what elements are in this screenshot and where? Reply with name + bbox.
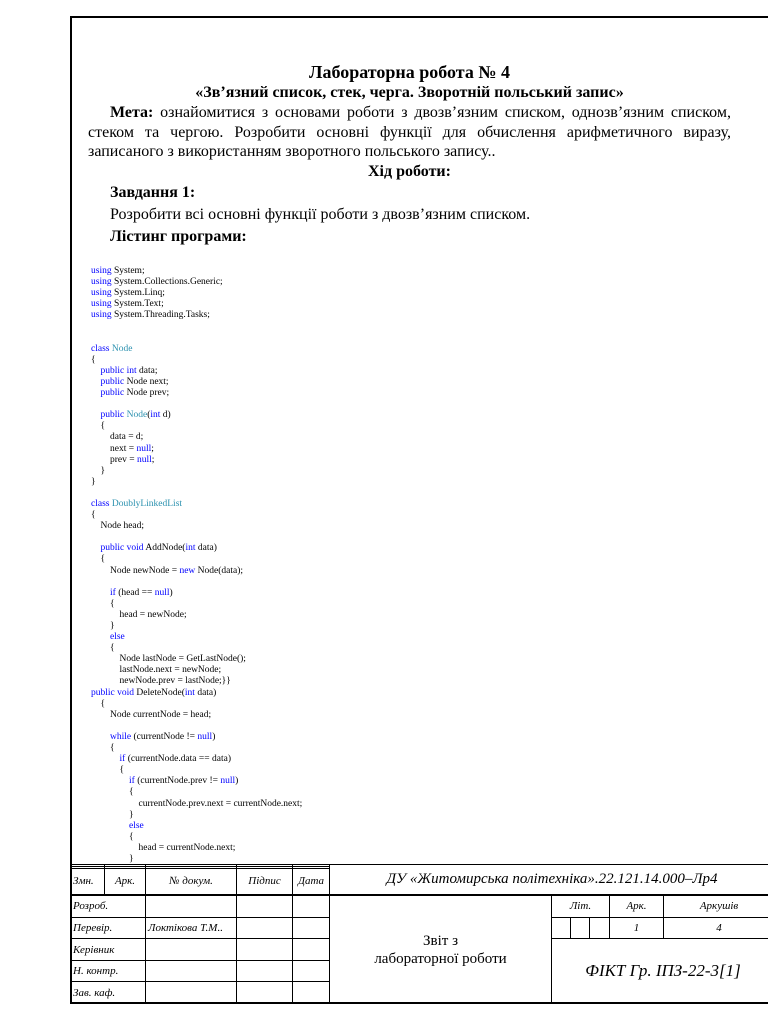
col-sheet: Арк. — [105, 868, 146, 895]
code-text — [91, 366, 101, 376]
code-text: ) — [235, 776, 239, 787]
code-line — [91, 588, 173, 598]
code-line — [91, 832, 134, 842]
developed-date — [293, 895, 330, 917]
code-text: System.Collections.Generic; — [111, 277, 223, 288]
organization: ФІКТ Гр. ІПЗ-22-3[1] — [552, 939, 768, 1004]
code-keyword: using — [91, 266, 112, 276]
sheets-label: Аркушів — [664, 895, 768, 917]
code-text: Node newNode = — [91, 565, 180, 576]
code-text: next = — [91, 443, 137, 454]
code-text: } — [91, 476, 96, 487]
code-keyword: new — [179, 565, 196, 576]
code-text: System; — [111, 266, 145, 276]
code-keyword: null — [136, 443, 152, 454]
code-text: Node next; — [124, 376, 169, 387]
code-line — [91, 854, 134, 864]
code-keyword: null — [154, 587, 170, 598]
head-dept-date — [293, 982, 330, 1004]
developed-label: Розроб. — [71, 895, 146, 917]
code-text: { — [91, 554, 106, 565]
code-line — [91, 787, 134, 797]
code-line — [91, 699, 105, 709]
code-line — [91, 388, 169, 398]
code-line — [91, 288, 165, 298]
document-code: ДУ «Житомирська політехніка».22.121.14.000–Лр4 — [330, 865, 768, 896]
code-line — [91, 710, 211, 720]
code-text: } — [91, 621, 115, 631]
code-type: Node — [111, 343, 133, 354]
code-line — [91, 688, 216, 698]
lab-subtitle: «Зв’язний список, стек, черга. Зворотній польський запис» — [195, 84, 624, 101]
checked-date — [293, 917, 330, 939]
code-text: currentNode.prev.next = currentNode.next; — [91, 798, 303, 809]
task-heading: Завдання 1: — [110, 183, 196, 201]
code-keyword: int — [184, 687, 195, 698]
task-text: Розробити всі основні функції роботи з двозв’язним списком. — [110, 205, 531, 223]
code-text: { — [91, 421, 106, 432]
head-dept-sign — [237, 982, 293, 1004]
code-text: { — [91, 354, 96, 365]
code-text: ; — [151, 454, 155, 465]
code-text: Node lastNode = GetLastNode(); — [91, 654, 246, 665]
code-text: } — [91, 853, 134, 864]
code-text: head = currentNode.next; — [91, 842, 236, 853]
norm-control-label: Н. контр. — [71, 960, 146, 982]
checked-sign — [237, 917, 293, 939]
code-keyword: if — [129, 776, 135, 787]
code-text: newNode.prev = lastNode;}} — [91, 676, 231, 687]
code-text: { — [91, 765, 125, 776]
goal-paragraph — [88, 103, 731, 162]
code-text: lastNode.next = newNode; — [91, 665, 222, 676]
code-text — [91, 754, 120, 764]
col-change: Змн. — [71, 868, 105, 895]
code-keyword: public — [100, 410, 125, 421]
code-text: (currentNode.data == data) — [125, 754, 231, 765]
code-text: (currentNode.prev != — [134, 776, 221, 787]
code-keyword: null — [220, 776, 236, 787]
code-keyword: int — [150, 410, 161, 421]
code-line — [91, 310, 210, 320]
code-text: { — [91, 598, 115, 609]
code-text: Node head; — [91, 521, 145, 532]
code-keyword: null — [137, 454, 152, 465]
code-keyword: public — [100, 388, 125, 399]
lab-title: Лабораторна робота № 4 — [309, 62, 510, 82]
sheets-value: 4 — [664, 917, 768, 939]
code-keyword: else — [129, 820, 144, 831]
code-line — [91, 621, 115, 631]
code-keyword: null — [197, 731, 213, 742]
code-text: ) — [212, 731, 216, 742]
goal-text: ознайомитися з основами роботи з двозв’язним списком, однозв’язним списком, стеком та чергою. Розробити основні функції для обчислення арифметичного виразу, записаного з використанням зворотного польського запису.. — [88, 104, 731, 160]
code-line — [91, 776, 238, 786]
code-line — [91, 799, 302, 809]
code-line — [91, 654, 246, 664]
code-text: AddNode( — [143, 543, 186, 554]
code-text: System.Threading.Tasks; — [111, 310, 210, 321]
code-line — [91, 510, 96, 520]
code-line — [91, 521, 144, 531]
checked-name: Локтікова Т.М.. — [146, 917, 237, 939]
code-line — [91, 410, 171, 420]
code-line — [91, 466, 105, 476]
supervisor-name — [146, 939, 237, 961]
code-keyword: class — [91, 343, 110, 354]
code-text: (currentNode != — [131, 731, 198, 742]
code-keyword: if — [119, 754, 126, 765]
code-line — [91, 344, 132, 354]
title-block-stamp — [70, 864, 768, 1004]
listing-heading: Лістинг програми: — [110, 227, 247, 245]
col-date: Дата — [293, 868, 330, 895]
code-text: DeleteNode( — [134, 687, 185, 698]
code-text: prev = — [91, 454, 137, 465]
code-line — [91, 743, 115, 753]
code-line — [91, 421, 105, 431]
code-type: DoublyLinkedList — [111, 498, 183, 509]
code-text — [91, 388, 101, 398]
code-text: (head == — [115, 587, 155, 598]
code-text: data) — [195, 543, 217, 554]
code-line — [91, 266, 145, 276]
code-text — [91, 821, 129, 831]
code-text: Node prev; — [124, 388, 170, 399]
supervisor-date — [293, 939, 330, 961]
code-line — [91, 444, 154, 454]
code-text: { — [91, 698, 106, 709]
code-keyword: public void — [100, 543, 144, 554]
code-keyword: public void — [91, 687, 135, 698]
code-keyword: if — [110, 587, 116, 598]
code-line — [91, 810, 134, 820]
code-text: { — [91, 643, 115, 654]
head-dept-label: Зав. каф. — [71, 982, 146, 1004]
code-line — [91, 665, 221, 675]
code-keyword: using — [91, 299, 112, 310]
code-text: { — [91, 510, 96, 521]
col-doc-no: № докум. — [146, 868, 237, 895]
code-line — [91, 432, 143, 442]
norm-control-date — [293, 960, 330, 982]
lit-label: Літ. — [552, 895, 610, 917]
code-keyword: using — [91, 277, 112, 288]
code-text: System.Linq; — [111, 288, 165, 299]
col-signature: Підпис — [237, 868, 293, 895]
code-text — [91, 776, 129, 786]
report-title-line2: лабораторної роботи — [374, 950, 507, 967]
norm-control-sign — [237, 960, 293, 982]
norm-control-name — [146, 960, 237, 982]
lit-cell — [590, 917, 610, 939]
lit-cell — [552, 917, 571, 939]
code-line — [91, 554, 105, 564]
goal-label: Мета: — [110, 104, 154, 121]
supervisor-sign — [237, 939, 293, 961]
code-line — [91, 732, 215, 742]
progress-heading: Хід роботи: — [368, 162, 451, 180]
code-text — [91, 732, 110, 742]
code-line — [91, 366, 158, 376]
code-text: ) — [169, 587, 173, 598]
code-line — [91, 843, 235, 853]
lit-cell — [571, 917, 590, 939]
developed-sign — [237, 895, 293, 917]
code-line — [91, 566, 243, 576]
code-keyword: while — [110, 731, 132, 742]
code-text: d) — [160, 410, 171, 421]
checked-label: Перевір. — [71, 917, 146, 939]
code-text: } — [91, 809, 134, 820]
code-keyword: using — [91, 288, 112, 299]
head-dept-name — [146, 982, 237, 1004]
sheet-label: Арк. — [610, 895, 664, 917]
supervisor-label: Керівник — [71, 939, 146, 961]
code-line — [91, 821, 144, 831]
code-line — [91, 643, 115, 653]
code-text — [91, 377, 101, 387]
code-line — [91, 455, 154, 465]
code-line — [91, 377, 169, 387]
code-keyword: public — [100, 376, 125, 387]
code-text — [91, 588, 110, 598]
code-text: ; — [151, 443, 154, 454]
code-line — [91, 599, 115, 609]
code-text: head = newNode; — [91, 609, 187, 620]
code-text — [91, 410, 101, 420]
sheet-value: 1 — [610, 917, 664, 939]
code-line — [91, 299, 164, 309]
code-keyword: else — [110, 632, 125, 643]
code-keyword: class — [91, 498, 110, 509]
code-keyword: using — [91, 310, 112, 321]
code-line — [91, 355, 96, 365]
code-text: { — [91, 743, 115, 754]
code-line — [91, 676, 231, 686]
code-text: data = d; — [91, 432, 144, 443]
code-line — [91, 543, 217, 553]
code-line — [91, 277, 223, 287]
code-text: { — [91, 787, 134, 798]
code-text: Node currentNode = head; — [91, 709, 212, 720]
report-title — [330, 895, 552, 1003]
code-text: ( — [147, 410, 151, 421]
code-line — [91, 477, 96, 487]
code-line — [91, 754, 231, 764]
code-line — [91, 610, 187, 620]
code-line — [91, 632, 125, 642]
code-text: data; — [136, 365, 158, 376]
code-text: data) — [194, 687, 217, 698]
code-text — [91, 543, 101, 553]
code-text — [91, 632, 110, 642]
developed-name — [146, 895, 237, 917]
code-text: } — [91, 465, 106, 476]
report-title-line1: Звіт з — [423, 932, 458, 949]
code-type: Node — [126, 410, 148, 421]
code-line — [91, 765, 124, 775]
code-listing — [91, 266, 731, 865]
code-text: System.Text; — [111, 299, 164, 310]
document-body — [88, 61, 731, 248]
code-text: Node(data); — [195, 565, 244, 576]
code-text: { — [91, 831, 134, 842]
code-line — [91, 499, 182, 509]
code-keyword: int — [185, 543, 196, 554]
code-keyword: public int — [100, 365, 137, 376]
